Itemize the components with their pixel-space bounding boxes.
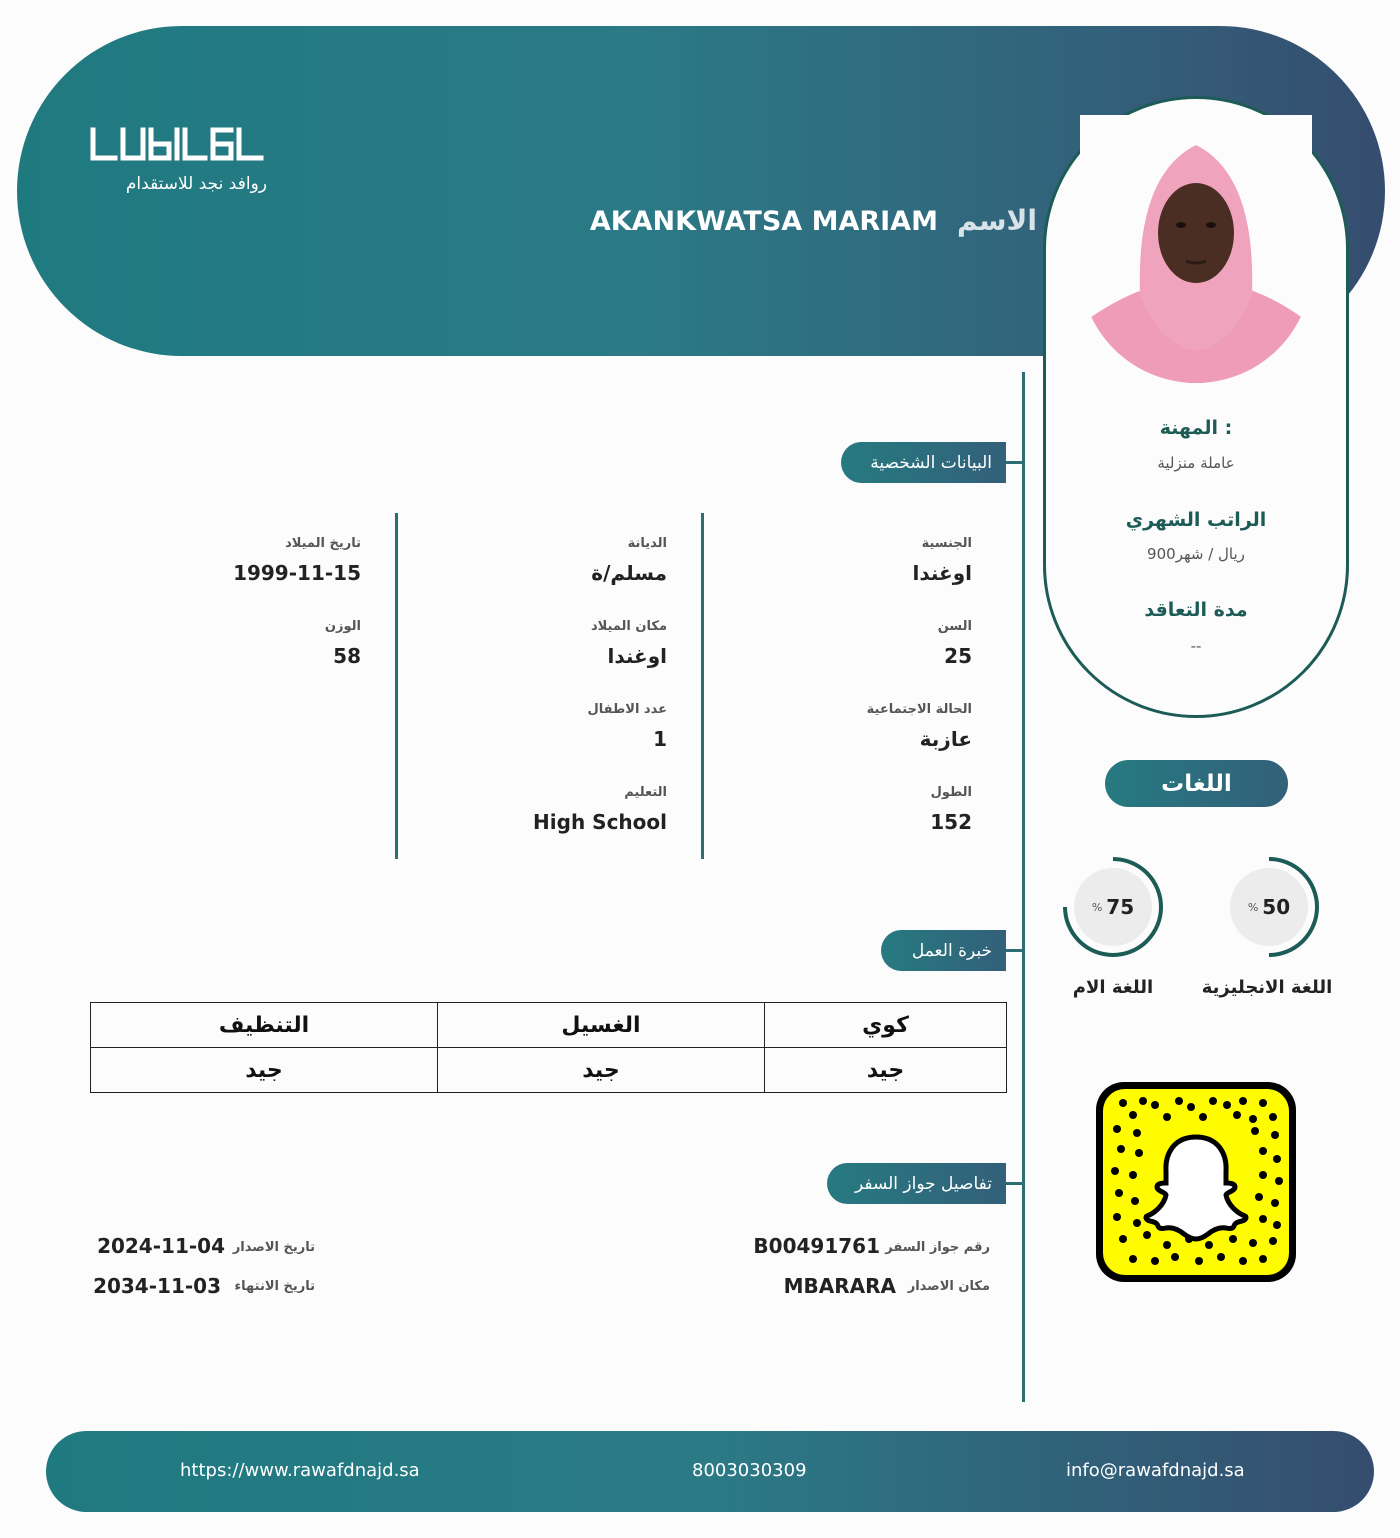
passport-expiry-label: تاريخ الانتهاء bbox=[234, 1279, 315, 1294]
birthplace-value: اوغندا bbox=[607, 644, 667, 668]
section-connector bbox=[1006, 949, 1024, 952]
children-label: عدد الاطفال bbox=[587, 702, 667, 717]
skill-header-washing: الغسيل bbox=[438, 1003, 765, 1048]
skill-header-cleaning: التنظيف bbox=[91, 1003, 438, 1048]
skills-header-row bbox=[91, 1003, 1007, 1048]
passport-issue-label: تاريخ الاصدار bbox=[232, 1240, 315, 1255]
column-divider bbox=[395, 513, 398, 859]
snapcode-ghost-icon bbox=[1146, 1137, 1246, 1239]
name-row bbox=[577, 204, 1037, 237]
section-passport-pill bbox=[827, 1163, 1006, 1204]
english-gauge-unit: % bbox=[1247, 900, 1259, 914]
children-value: 1 bbox=[653, 727, 667, 751]
section-passport-title: تفاصيل جواز السفر bbox=[854, 1173, 992, 1194]
section-connector bbox=[1006, 461, 1024, 464]
candidate-name: AKANKWATSA MARIAM bbox=[589, 206, 938, 237]
languages-title: اللغات bbox=[1105, 760, 1288, 807]
column-divider bbox=[701, 513, 704, 859]
section-personal-title: البيانات الشخصية bbox=[870, 452, 992, 473]
brand-logo bbox=[87, 124, 267, 196]
education-value: High School bbox=[533, 810, 667, 834]
english-gauge bbox=[1214, 852, 1324, 962]
skill-level-cleaning: جيد bbox=[91, 1048, 438, 1093]
contract-label: مدة التعاقد bbox=[1144, 599, 1248, 621]
skill-level-washing: جيد bbox=[438, 1048, 765, 1093]
candidate-photo bbox=[1080, 115, 1312, 383]
section-experience-title: خبرة العمل bbox=[911, 940, 992, 961]
snapcode-pattern bbox=[1103, 1089, 1289, 1275]
name-label: الاسم bbox=[957, 204, 1037, 237]
english-gauge-value: 50 bbox=[1262, 895, 1291, 919]
section-experience-pill bbox=[881, 930, 1006, 971]
passport-place-label: مكان الاصدار bbox=[907, 1279, 990, 1294]
native-gauge-unit: % bbox=[1091, 900, 1103, 914]
passport-number-value: B00491761 bbox=[753, 1234, 880, 1258]
skills-level-row bbox=[91, 1048, 1007, 1093]
nationality-label: الجنسية bbox=[921, 536, 972, 551]
passport-expiry-value: 2034-11-03 bbox=[93, 1274, 221, 1298]
contract-value: -- bbox=[1190, 637, 1202, 655]
marital-label: الحالة الاجتماعية bbox=[866, 702, 972, 717]
brand-logo-mark bbox=[89, 124, 265, 164]
salary-value: 900ريال / شهر bbox=[1147, 545, 1245, 563]
native-gauge bbox=[1058, 852, 1168, 962]
age-value: 25 bbox=[944, 644, 972, 668]
passport-issue-value: 2024-11-04 bbox=[97, 1234, 225, 1258]
section-personal-pill bbox=[841, 442, 1006, 483]
english-language-name: اللغة الانجليزية bbox=[1201, 977, 1333, 998]
weight-value: 58 bbox=[333, 644, 361, 668]
english-gauge-center bbox=[1230, 868, 1308, 946]
footer-phone[interactable]: 8003030309 bbox=[692, 1460, 807, 1481]
height-label: الطول bbox=[930, 785, 972, 800]
skills-table bbox=[90, 1002, 1007, 1093]
nationality-value: اوغندا bbox=[912, 561, 972, 585]
footer-bar bbox=[46, 1431, 1374, 1512]
education-label: التعليم bbox=[624, 785, 667, 800]
height-value: 152 bbox=[930, 810, 972, 834]
profession-label: المهنة : bbox=[1159, 417, 1233, 439]
timeline-line bbox=[1022, 372, 1025, 1402]
salary-label: الراتب الشهري bbox=[1125, 509, 1267, 531]
marital-value: عازبة bbox=[919, 727, 972, 751]
religion-label: الديانة bbox=[627, 536, 667, 551]
native-gauge-value: 75 bbox=[1106, 895, 1135, 919]
profile-card bbox=[1043, 96, 1349, 718]
dob-value: 1999-11-15 bbox=[233, 561, 361, 585]
dob-label: تاريخ الميلاد bbox=[285, 536, 361, 551]
native-language-name: اللغة الام bbox=[1072, 977, 1154, 998]
passport-number-label: رقم جواز السفر bbox=[885, 1240, 990, 1255]
profession-value: عاملة منزلية bbox=[1157, 454, 1235, 472]
footer-email-link[interactable]: info@rawafdnajd.sa bbox=[1066, 1460, 1245, 1481]
skill-level-ironing: جيد bbox=[765, 1048, 1007, 1093]
religion-value: مسلم/ة bbox=[591, 561, 667, 585]
section-connector bbox=[1006, 1182, 1024, 1185]
passport-place-value: MBARARA bbox=[783, 1274, 896, 1298]
weight-label: الوزن bbox=[324, 619, 361, 634]
snapcode[interactable] bbox=[1096, 1082, 1296, 1282]
footer-website-link[interactable]: https://www.rawafdnajd.sa bbox=[180, 1460, 420, 1481]
native-gauge-center bbox=[1074, 868, 1152, 946]
birthplace-label: مكان الميلاد bbox=[590, 619, 667, 634]
skill-header-ironing: كوي bbox=[765, 1003, 1007, 1048]
brand-logo-text: روافد نجد للاستقدام bbox=[125, 174, 267, 194]
age-label: السن bbox=[937, 619, 972, 634]
